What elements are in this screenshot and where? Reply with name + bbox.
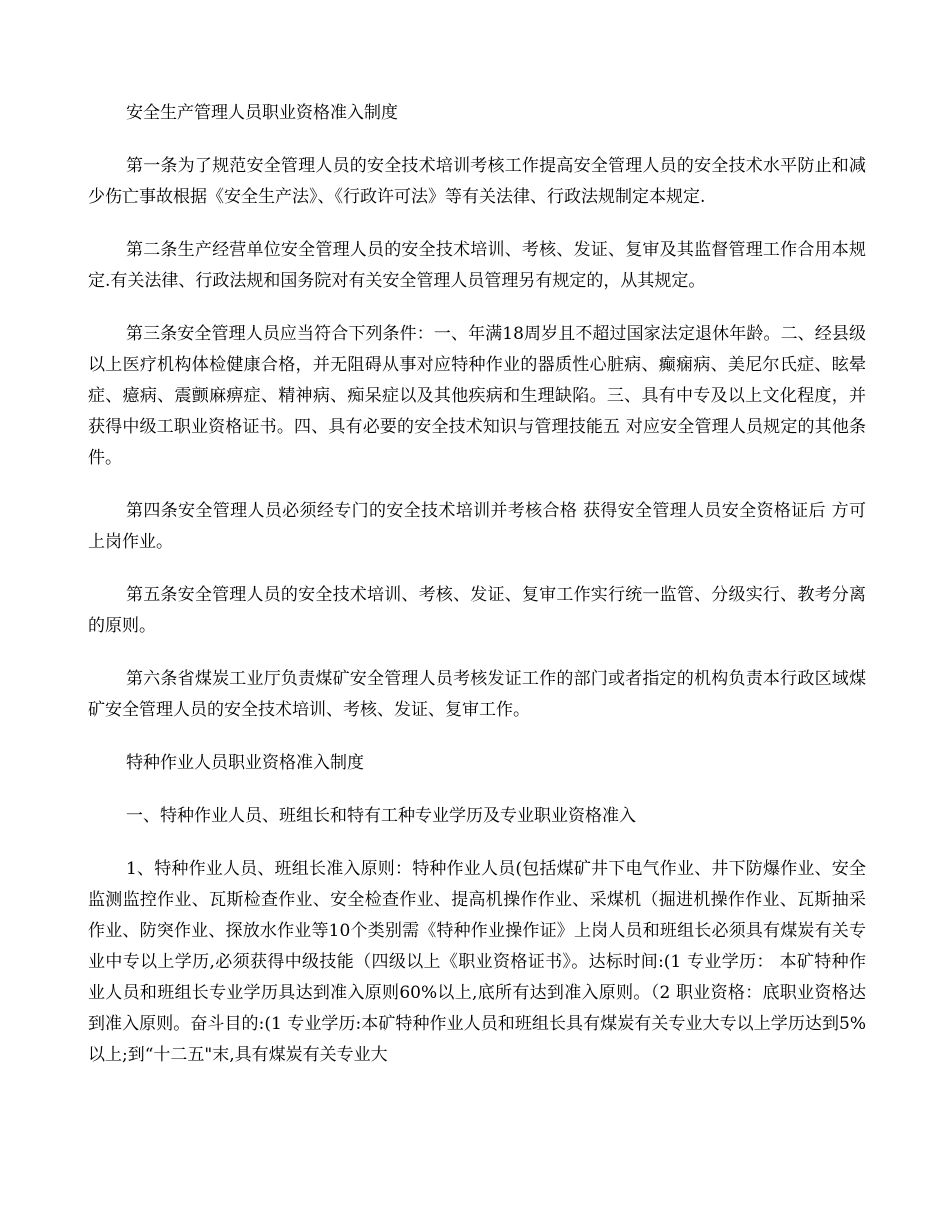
section-title-special-operations: 特种作业人员职业资格准入制度 bbox=[126, 753, 364, 773]
article-6-paragraph: 第六条省煤炭工业厅负责煤矿安全管理人员考核发证工作的部门或者指定的机构负责本行政区域煤矿安全管理人员的安全技术培训、考核、发证、复审工作。 bbox=[88, 669, 866, 720]
document-body bbox=[88, 98, 866, 1093]
article-4-paragraph: 第四条安全管理人员必须经专门的安全技术培训并考核合格 获得安全管理人员安全资格证后 方可上岗作业。 bbox=[88, 501, 866, 552]
section-title-safety-management: 安全生产管理人员职业资格准入制度 bbox=[126, 103, 398, 123]
article-5-paragraph: 第五条安全管理人员的安全技术培训、考核、发证、复审工作实行统一监管、分级实行、教考分离的原则。 bbox=[88, 585, 866, 636]
article-3-paragraph: 第三条安全管理人员应当符合下列条件：一、年满18周岁且不超过国家法定退休年龄。二、经县级以上医疗机构体检健康合格，并无阻碍从事对应特种作业的器质性心脏病、癫痫病、美尼尔氏症、眩晕症、癔病、震颤麻痹症、精神病、痴呆症以及其他疾病和生理缺陷。三、具有中专及以上文化程度，并获得中级工职业资格证书。四、具有必要的安全技术知识与管理技能五 对应安全管理人员规定的其他条件。 bbox=[88, 324, 866, 468]
subsection-heading-1: 一、特种作业人员、班组长和特有工种专业学历及专业职业资格准入 bbox=[126, 806, 636, 826]
article-2-paragraph: 第二条生产经营单位安全管理人员的安全技术培训、考核、发证、复审及其监督管理工作合用本规定.有关法律、行政法规和国务院对有关安全管理人员管理另有规定的，从其规定。 bbox=[88, 240, 866, 291]
article-1-paragraph: 第一条为了规范安全管理人员的安全技术培训考核工作提高安全管理人员的安全技术水平防止和减少伤亡事故根据《安全生产法》、《行政许可法》等有关法律、行政法规制定本规定. bbox=[88, 156, 866, 207]
item-1-paragraph: 1、特种作业人员、班组长准入原则：特种作业人员(包括煤矿井下电气作业、井下防爆作业、安全监测监控作业、瓦斯检查作业、安全检查作业、提高机操作作业、采煤机（掘进机操作作业、瓦斯抽采作业、防突作业、探放水作业等10个类别需《特种作业操作证》上岗人员和班组长必须具有煤炭有关专业中专以上学历,必须获得中级技能（四级以上《职业资格证书》。达标时间:(1 专业学历： 本矿特种作业人员和班组长专业学历具达到准入原则60%以上,底所有达到准入原则。（2 职业资格：底职业资格达到准入原则。奋斗目的:(1 专业学历:本矿特种作业人员和班组长具有煤炭有关专业大专以上学历达到5%以上;到“十二五"末,具有煤炭有关专业大 bbox=[88, 859, 866, 1065]
